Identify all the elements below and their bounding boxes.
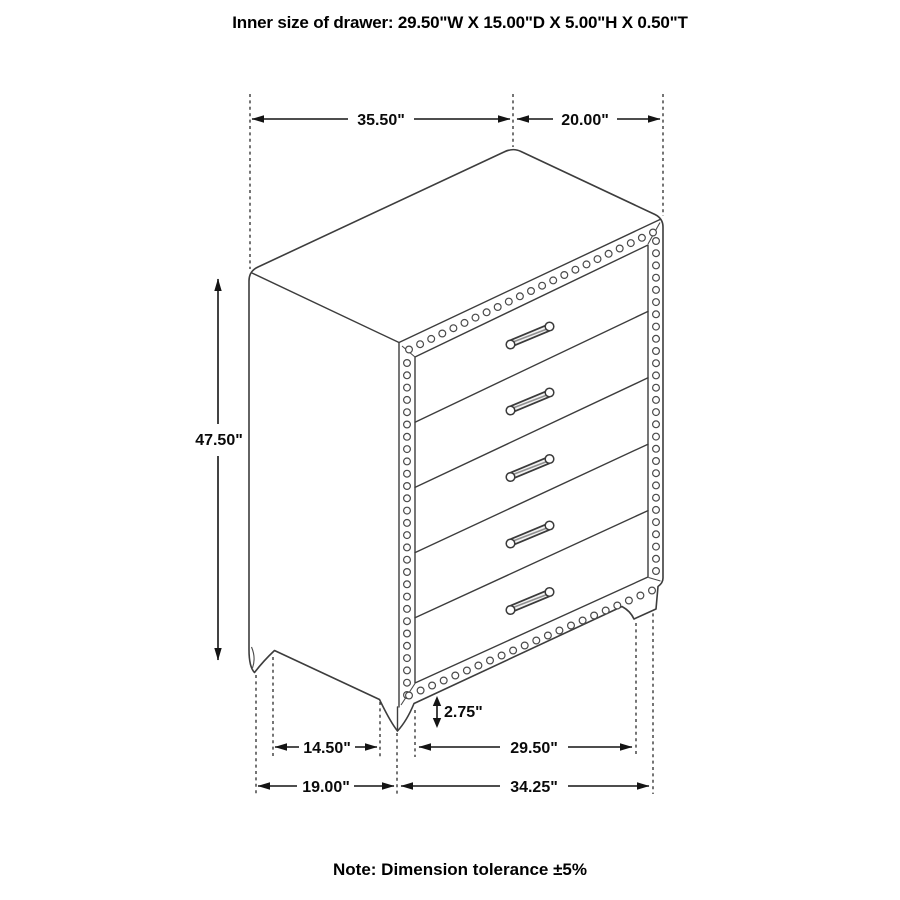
nailhead bbox=[452, 672, 459, 679]
nailhead bbox=[637, 592, 644, 599]
nailhead bbox=[605, 250, 612, 257]
nailhead bbox=[404, 667, 411, 674]
nailhead bbox=[653, 262, 660, 269]
nailhead bbox=[404, 495, 411, 502]
nailhead bbox=[483, 309, 490, 316]
nailhead bbox=[653, 568, 660, 575]
nailhead bbox=[653, 543, 660, 550]
nailhead bbox=[653, 555, 660, 562]
nailhead bbox=[404, 409, 411, 416]
nailhead bbox=[417, 687, 424, 694]
nailhead bbox=[653, 299, 660, 306]
nailhead bbox=[653, 458, 660, 465]
nailhead bbox=[653, 409, 660, 416]
nailhead bbox=[404, 372, 411, 379]
nailhead bbox=[533, 637, 540, 644]
nailhead bbox=[653, 433, 660, 440]
nailhead bbox=[404, 556, 411, 563]
dim-side-leg-spacing bbox=[275, 740, 377, 757]
nailhead bbox=[498, 652, 505, 659]
tolerance-note: Note: Dimension tolerance ±5% bbox=[333, 860, 587, 879]
nailhead bbox=[404, 433, 411, 440]
nailhead bbox=[461, 320, 468, 327]
nailhead bbox=[653, 348, 660, 355]
nailhead bbox=[653, 311, 660, 318]
nailhead bbox=[545, 632, 552, 639]
nailhead bbox=[404, 360, 411, 367]
chest-outline bbox=[249, 150, 663, 731]
nailhead bbox=[417, 341, 424, 348]
nailhead bbox=[653, 287, 660, 294]
nailhead bbox=[510, 647, 517, 654]
nailhead bbox=[556, 627, 563, 634]
nailhead bbox=[404, 655, 411, 662]
nailhead bbox=[404, 642, 411, 649]
dim-height bbox=[195, 279, 243, 660]
dim-top-depth-label: 20.00" bbox=[561, 112, 609, 129]
nailhead bbox=[653, 397, 660, 404]
nailhead bbox=[653, 250, 660, 257]
nailhead bbox=[572, 266, 579, 273]
nailhead bbox=[404, 520, 411, 527]
nailhead bbox=[583, 261, 590, 268]
nailhead bbox=[404, 679, 411, 686]
arrow-down bbox=[433, 718, 441, 728]
nailhead bbox=[568, 622, 575, 629]
nailhead bbox=[653, 323, 660, 330]
nailhead bbox=[653, 519, 660, 526]
nailhead bbox=[406, 346, 413, 353]
nailhead bbox=[404, 593, 411, 600]
dim-side-overall bbox=[258, 779, 394, 796]
nailhead bbox=[404, 421, 411, 428]
nailhead bbox=[653, 335, 660, 342]
nailhead bbox=[653, 531, 660, 538]
nailhead bbox=[539, 282, 546, 289]
nailhead bbox=[653, 360, 660, 367]
nailhead bbox=[517, 293, 524, 300]
nailhead bbox=[450, 325, 457, 332]
nailhead bbox=[494, 304, 501, 311]
nailhead bbox=[561, 272, 568, 279]
nailhead bbox=[404, 483, 411, 490]
nailhead bbox=[616, 245, 623, 252]
nailhead bbox=[579, 617, 586, 624]
nailhead bbox=[404, 446, 411, 453]
nailhead bbox=[429, 682, 436, 689]
nailhead bbox=[505, 298, 512, 305]
nailhead bbox=[404, 630, 411, 637]
nailhead bbox=[406, 692, 413, 699]
nailhead bbox=[404, 581, 411, 588]
chest-body bbox=[249, 150, 663, 731]
nailhead bbox=[653, 507, 660, 514]
nailhead bbox=[475, 662, 482, 669]
nailhead bbox=[626, 597, 633, 604]
dim-top-width-label: 35.50" bbox=[357, 112, 405, 129]
nailhead bbox=[404, 544, 411, 551]
dim-front-leg-spacing bbox=[419, 740, 632, 757]
nailhead bbox=[528, 288, 535, 295]
nailhead bbox=[404, 569, 411, 576]
dim-leg-height bbox=[433, 696, 483, 728]
dim-front-leg-spacing-label: 29.50" bbox=[510, 740, 558, 757]
page-title: Inner size of drawer: 29.50"W X 15.00"D X 5.00"H X 0.50"T bbox=[232, 13, 688, 32]
nailhead bbox=[614, 602, 621, 609]
nailhead bbox=[627, 240, 634, 247]
nailhead bbox=[653, 372, 660, 379]
dim-top-depth bbox=[517, 112, 660, 129]
nailhead bbox=[439, 330, 446, 337]
dim-side-overall-label: 19.00" bbox=[302, 779, 350, 796]
nailhead bbox=[550, 277, 557, 284]
dim-height-label: 47.50" bbox=[195, 432, 243, 449]
nailhead bbox=[404, 470, 411, 477]
nailhead bbox=[404, 618, 411, 625]
nailhead bbox=[404, 507, 411, 514]
nailhead bbox=[653, 421, 660, 428]
nailhead bbox=[594, 256, 601, 263]
nailhead bbox=[649, 587, 656, 594]
nailhead bbox=[404, 458, 411, 465]
nailhead bbox=[404, 606, 411, 613]
nailhead bbox=[404, 397, 411, 404]
nailhead bbox=[404, 532, 411, 539]
nailhead bbox=[650, 229, 657, 236]
nailhead bbox=[440, 677, 447, 684]
dim-front-overall-label: 34.25" bbox=[510, 779, 558, 796]
nailhead bbox=[653, 445, 660, 452]
nailhead bbox=[521, 642, 528, 649]
nailhead bbox=[464, 667, 471, 674]
dim-top-width bbox=[252, 112, 510, 129]
nailhead bbox=[591, 612, 598, 619]
nailhead bbox=[639, 234, 646, 241]
nailhead bbox=[653, 274, 660, 281]
dim-front-overall bbox=[401, 779, 649, 796]
dim-side-leg-spacing-label: 14.50" bbox=[303, 740, 351, 757]
nailhead bbox=[653, 482, 660, 489]
nailhead bbox=[653, 470, 660, 477]
arrow-up bbox=[433, 696, 441, 706]
dim-leg-height-label: 2.75" bbox=[444, 704, 483, 721]
nailhead bbox=[404, 384, 411, 391]
nailhead bbox=[472, 314, 479, 321]
nailhead bbox=[653, 494, 660, 501]
nailhead bbox=[487, 657, 494, 664]
nailhead bbox=[653, 384, 660, 391]
nailhead bbox=[602, 607, 609, 614]
nailhead bbox=[653, 238, 660, 245]
nailhead bbox=[428, 336, 435, 343]
